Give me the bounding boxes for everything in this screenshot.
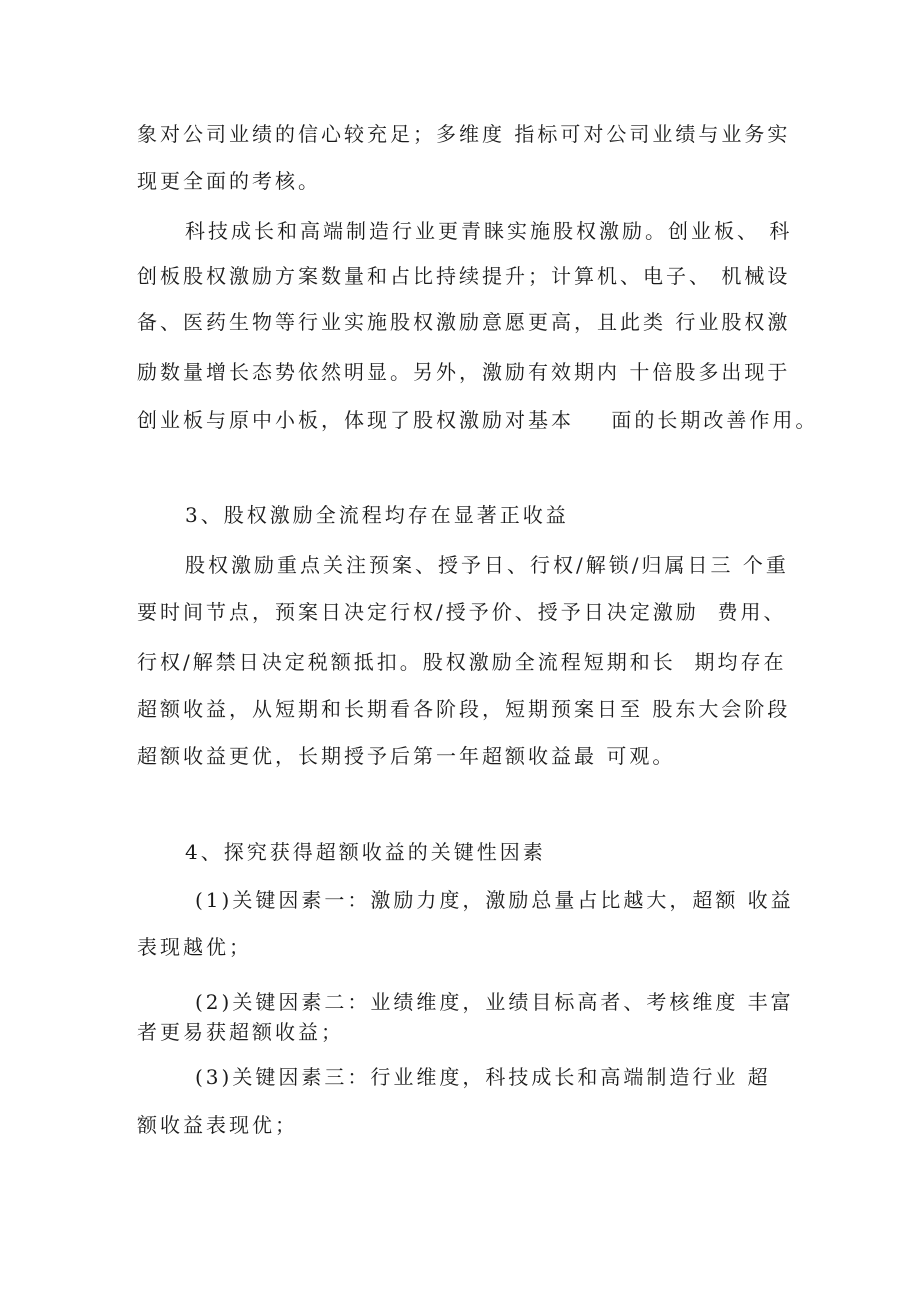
section3-line-3: 行权/解禁日决定税额抵扣。股权激励全流程短期和长 期均存在 — [137, 650, 787, 674]
para2-line-4: 励数量增长态势依然明显。另外，激励有效期内 十倍股多出现于 — [137, 360, 791, 384]
section3-line-2: 要时间节点，预案日决定行权/授予价、授予日决定激励 费用、 — [137, 600, 787, 624]
section4-item-2-line-2: 者更易获超额收益； — [137, 1020, 344, 1044]
para2-line-2: 创板股权激励方案数量和占比持续提升；计算机、电子、 机械设 — [137, 264, 791, 288]
section4-heading: 4、探究获得超额收益的关键性因素 — [185, 840, 546, 864]
section4-item-1-line-2: 表现越优； — [137, 935, 252, 959]
para2-line-1: 科技成长和高端制造行业更青睐实施股权激励。创业板、 科 — [185, 219, 793, 243]
section3-line-4: 超额收益，从短期和长期看各阶段，短期预案日至 股东大会阶段 — [137, 697, 791, 721]
section3-line-5: 超额收益更优，长期授予后第一年超额收益最 可观。 — [137, 744, 676, 768]
section4-item-3-line-1: (3)关键因素三：行业维度，科技成长和高端制造行业 超 — [195, 1065, 771, 1089]
para2-line-3: 备、医药生物等行业实施股权激励意愿更高，且此类 行业股权激 — [137, 310, 791, 334]
section4-item-2-line-1: (2)关键因素二：业绩维度，业绩目标高者、考核维度 丰富 — [195, 990, 794, 1014]
para2-line-5: 创业板与原中小板，体现了股权激励对基本 面的长期改善作用。 — [137, 408, 819, 432]
para1-line-2: 现更全面的考核。 — [137, 169, 321, 193]
section4-item-3-line-2: 额收益表现优； — [137, 1113, 298, 1137]
section3-heading: 3、股权激励全流程均存在显著正收益 — [185, 503, 569, 527]
section4-item-1-line-1: (1)关键因素一：激励力度，激励总量占比越大，超额 收益 — [195, 888, 794, 912]
para1-line-1: 象对公司业绩的信心较充足；多维度 指标可对公司业绩与业务实 — [137, 122, 791, 146]
section3-line-1: 股权激励重点关注预案、授予日、行权/解锁/归属日三 个重 — [185, 553, 789, 577]
